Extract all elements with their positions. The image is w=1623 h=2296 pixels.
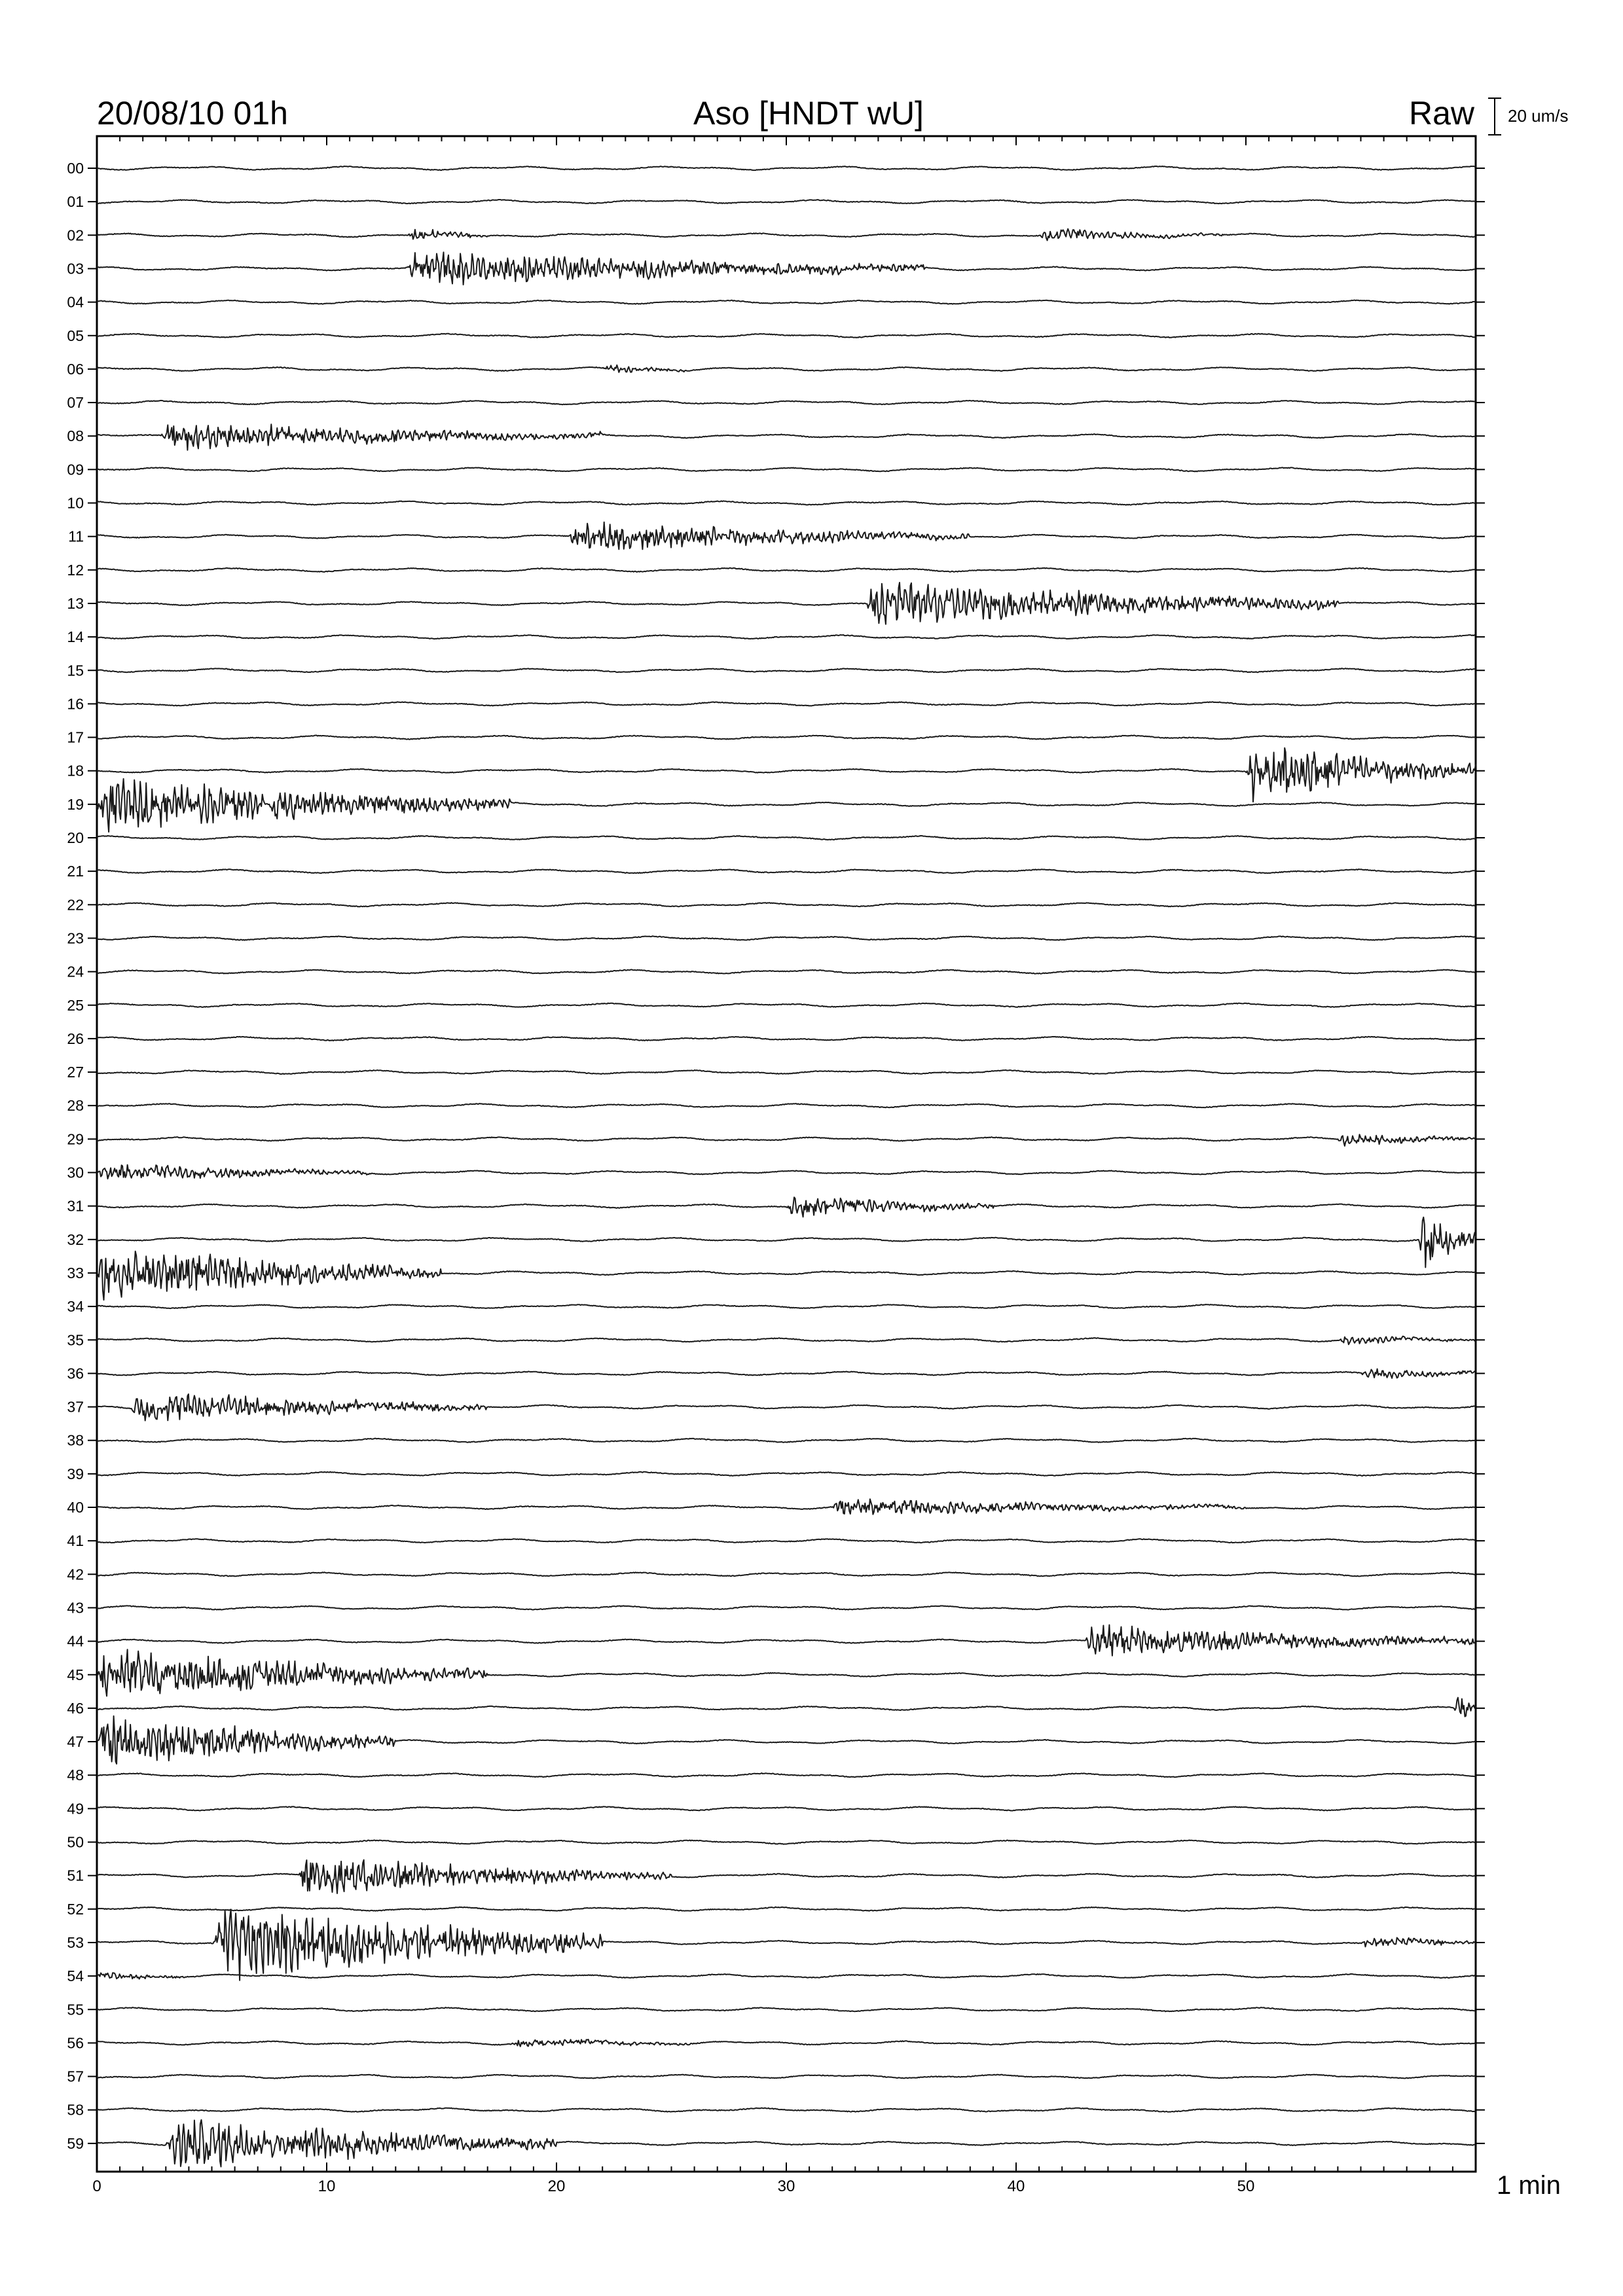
trace-41 (97, 1539, 1476, 1543)
x-tick-label: 10 (318, 2178, 336, 2195)
row-label-33: 33 (67, 1264, 84, 1282)
row-label-35: 35 (67, 1331, 84, 1349)
row-label-48: 48 (67, 1767, 84, 1784)
row-label-00: 00 (67, 160, 84, 177)
row-label-22: 22 (67, 896, 84, 914)
x-tick-label: 50 (1237, 2178, 1255, 2195)
row-label-02: 02 (67, 226, 84, 244)
trace-16 (97, 702, 1476, 706)
row-label-45: 45 (67, 1666, 84, 1683)
station-title: Aso [HNDT wU] (693, 95, 924, 132)
row-label-55: 55 (67, 2001, 84, 2018)
trace-38 (97, 1439, 1476, 1443)
trace-50 (97, 1840, 1476, 1844)
row-label-56: 56 (67, 2034, 84, 2052)
row-label-21: 21 (67, 863, 84, 880)
row-label-36: 36 (67, 1365, 84, 1382)
trace-19 (97, 779, 1476, 832)
row-label-41: 41 (67, 1532, 84, 1550)
trace-34 (97, 1304, 1476, 1308)
row-label-18: 18 (67, 762, 84, 780)
row-label-26: 26 (67, 1030, 84, 1047)
trace-22 (97, 903, 1476, 906)
trace-08 (97, 424, 1476, 450)
row-label-16: 16 (67, 695, 84, 713)
trace-58 (97, 2108, 1476, 2112)
row-label-31: 31 (67, 1197, 84, 1215)
row-label-29: 29 (67, 1130, 84, 1148)
row-label-25: 25 (67, 996, 84, 1014)
trace-45 (97, 1649, 1476, 1696)
trace-01 (97, 200, 1476, 204)
trace-46 (97, 1698, 1476, 1717)
row-label-09: 09 (67, 461, 84, 478)
trace-26 (97, 1037, 1476, 1041)
trace-36 (97, 1369, 1476, 1378)
trace-33 (97, 1251, 1476, 1300)
trace-55 (97, 2007, 1476, 2011)
trace-57 (97, 2075, 1476, 2079)
row-label-49: 49 (67, 1800, 84, 1818)
trace-14 (97, 635, 1476, 639)
row-label-14: 14 (67, 628, 84, 646)
trace-59 (97, 2120, 1476, 2167)
x-axis-unit: 1 min (1497, 2171, 1561, 2200)
traces (97, 166, 1476, 2167)
trace-23 (97, 936, 1476, 940)
row-label-51: 51 (67, 1867, 84, 1884)
row-label-17: 17 (67, 728, 84, 746)
row-label-20: 20 (67, 829, 84, 846)
row-label-54: 54 (67, 1967, 84, 1985)
trace-48 (97, 1773, 1476, 1777)
mode-label: Raw (1408, 95, 1474, 132)
row-label-32: 32 (67, 1230, 84, 1248)
trace-39 (97, 1472, 1476, 1476)
trace-42 (97, 1572, 1476, 1576)
trace-06 (97, 365, 1476, 372)
row-label-01: 01 (67, 193, 84, 211)
row-label-28: 28 (67, 1097, 84, 1115)
trace-29 (97, 1134, 1476, 1146)
trace-21 (97, 869, 1476, 873)
row-label-47: 47 (67, 1733, 84, 1751)
row-label-07: 07 (67, 394, 84, 412)
row-label-03: 03 (67, 260, 84, 278)
row-label-10: 10 (67, 494, 84, 512)
trace-00 (97, 166, 1476, 170)
trace-37 (97, 1394, 1476, 1421)
trace-30 (97, 1165, 1476, 1179)
row-label-42: 42 (67, 1566, 84, 1583)
row-label-23: 23 (67, 929, 84, 947)
trace-13 (97, 583, 1476, 624)
trace-25 (97, 1003, 1476, 1007)
trace-09 (97, 467, 1476, 471)
x-tick-label: 20 (547, 2178, 566, 2195)
trace-11 (97, 522, 1476, 550)
trace-53 (97, 1909, 1476, 1981)
trace-03 (97, 252, 1476, 285)
trace-17 (97, 735, 1476, 739)
row-label-40: 40 (67, 1499, 84, 1516)
trace-52 (97, 1907, 1476, 1911)
trace-49 (97, 1806, 1476, 1810)
row-label-11: 11 (68, 528, 84, 545)
x-tick-label: 30 (777, 2178, 795, 2195)
row-label-57: 57 (67, 2068, 84, 2085)
trace-24 (97, 969, 1476, 973)
row-labels (67, 160, 1485, 2152)
trace-20 (97, 836, 1476, 840)
row-label-46: 46 (67, 1699, 84, 1717)
x-tick-label: 0 (92, 2178, 101, 2195)
trace-32 (97, 1217, 1476, 1268)
row-label-15: 15 (67, 662, 84, 679)
trace-31 (97, 1197, 1476, 1217)
row-label-08: 08 (67, 427, 84, 445)
row-label-38: 38 (67, 1431, 84, 1449)
scale-label: 20 um/s (1508, 106, 1569, 126)
trace-10 (97, 501, 1476, 505)
row-label-06: 06 (67, 360, 84, 378)
row-label-05: 05 (67, 327, 84, 344)
trace-51 (97, 1860, 1476, 1893)
trace-54 (97, 1973, 1476, 1979)
x-tick-label: 40 (1007, 2178, 1025, 2195)
scale-bar (1488, 98, 1569, 135)
trace-05 (97, 334, 1476, 338)
trace-43 (97, 1605, 1476, 1609)
row-label-37: 37 (67, 1398, 84, 1416)
row-label-24: 24 (67, 963, 84, 980)
row-label-19: 19 (67, 795, 84, 813)
row-label-52: 52 (67, 1900, 84, 1918)
row-label-43: 43 (67, 1599, 84, 1617)
trace-44 (97, 1625, 1476, 1656)
trace-40 (97, 1499, 1476, 1514)
trace-35 (97, 1336, 1476, 1345)
row-label-30: 30 (67, 1164, 84, 1181)
row-label-44: 44 (67, 1632, 84, 1650)
trace-04 (97, 300, 1476, 304)
trace-56 (97, 2039, 1476, 2047)
trace-28 (97, 1103, 1476, 1107)
trace-27 (97, 1070, 1476, 1074)
row-label-59: 59 (67, 2134, 84, 2152)
trace-47 (97, 1716, 1476, 1764)
trace-02 (97, 229, 1476, 241)
row-label-13: 13 (67, 594, 84, 612)
row-label-53: 53 (67, 1933, 84, 1951)
x-axis-labels (92, 2178, 1254, 2195)
row-label-58: 58 (67, 2101, 84, 2119)
row-label-12: 12 (67, 561, 84, 579)
row-label-50: 50 (67, 1833, 84, 1851)
row-label-34: 34 (67, 1298, 84, 1316)
row-label-27: 27 (67, 1064, 84, 1081)
row-label-39: 39 (67, 1465, 84, 1482)
trace-12 (97, 568, 1476, 572)
trace-15 (97, 668, 1476, 672)
row-label-04: 04 (67, 293, 84, 311)
trace-18 (97, 748, 1476, 802)
datetime-label: 20/08/10 01h (97, 95, 288, 132)
trace-07 (97, 401, 1476, 404)
